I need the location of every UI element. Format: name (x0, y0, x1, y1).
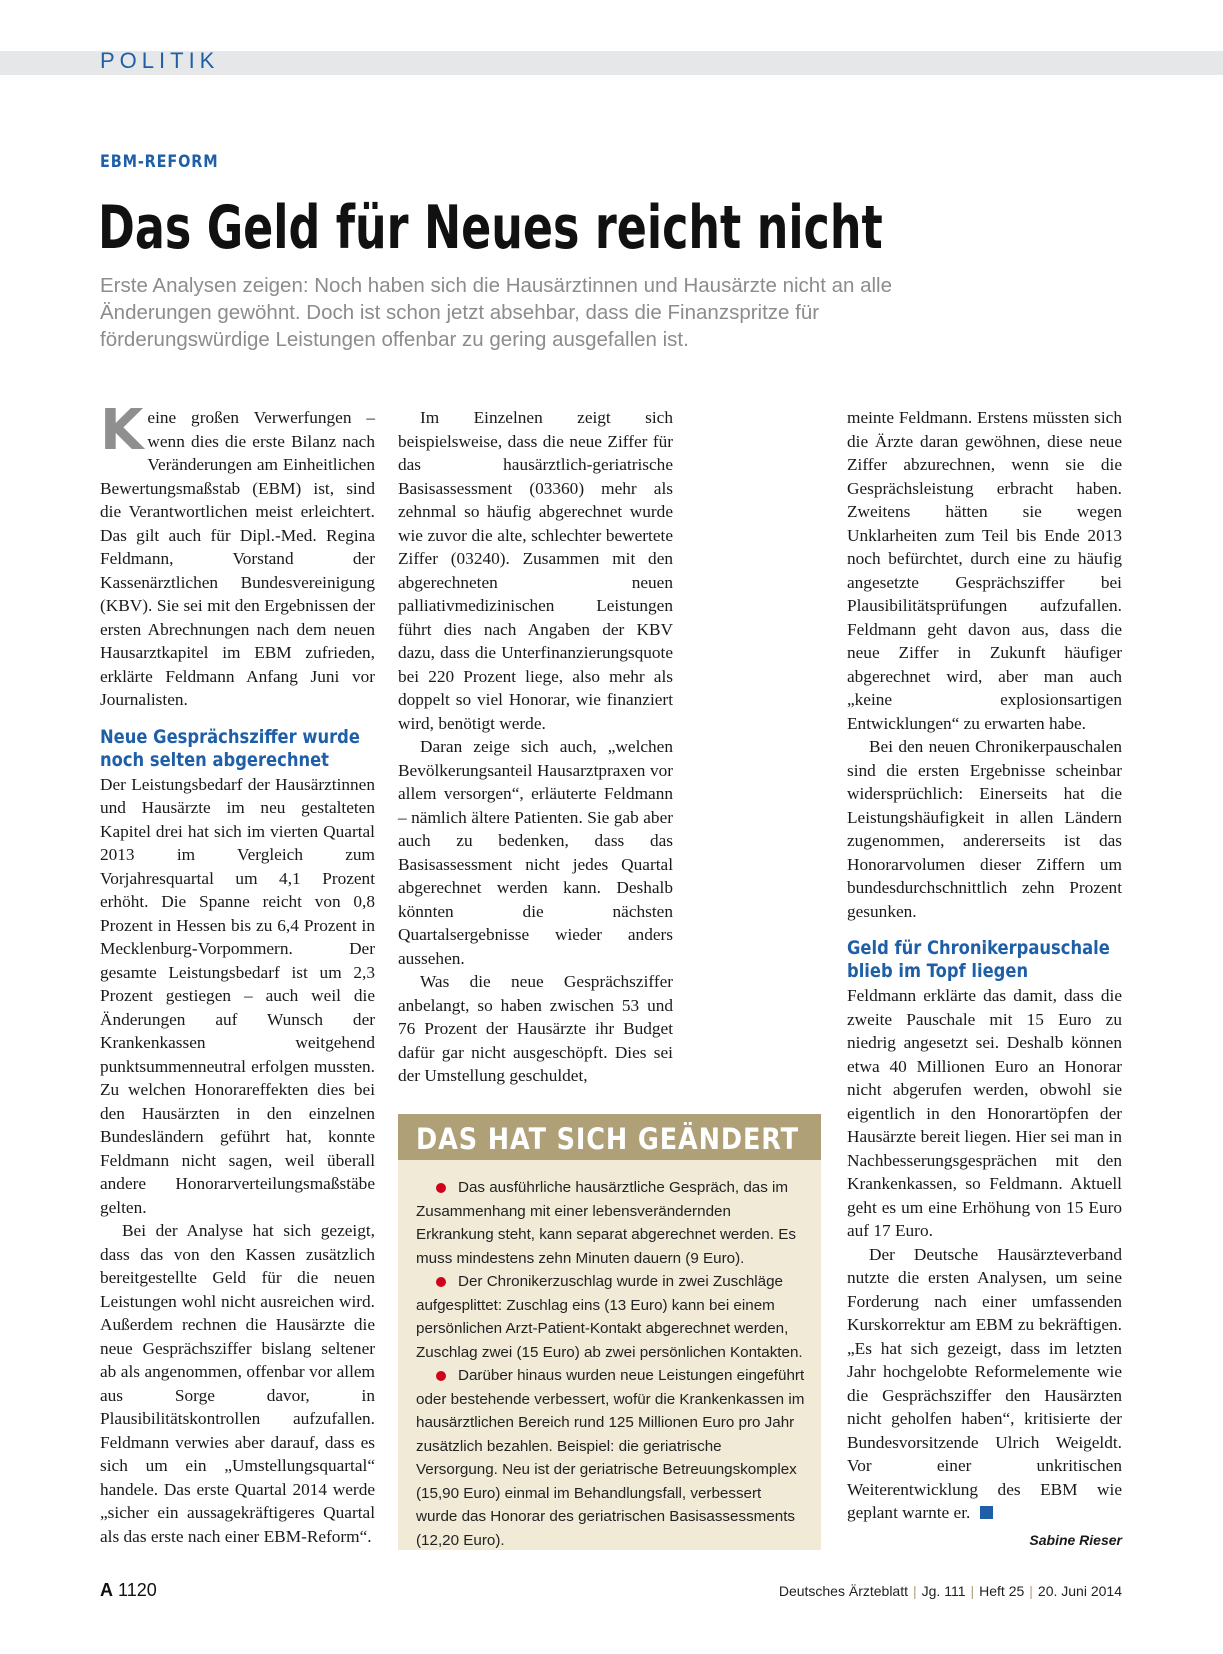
page-number-value: 1120 (118, 1580, 157, 1600)
info-box-title: DAS HAT SICH GEÄNDERT (416, 1122, 799, 1156)
article-kicker: EBM-REFORM (100, 152, 219, 172)
journal-name: Deutsches Ärzteblatt (778, 1583, 908, 1599)
bullet-icon (436, 1277, 446, 1287)
subheading: Neue Gesprächsziffer wurde noch selten abgerechnet (100, 725, 360, 771)
footer-separator: | (1029, 1583, 1033, 1599)
journal-issue: Heft 25 (979, 1583, 1025, 1599)
bullet-icon (436, 1183, 446, 1193)
end-mark-icon (980, 1506, 993, 1519)
list-item (416, 1270, 805, 1364)
list-item-text: Der Chronikerzuschlag wurde in zwei Zuschläge aufgesplittet: Zuschlag eins (13 Euro) kann bei einem persönlichen Arzt-Patient-Kontakt abgerechnet werden, Zuschlag zwei (15 Euro) ab zwei persönlichen Kontakten. (416, 1273, 803, 1361)
journal-footer (779, 1583, 1122, 1599)
section-label: POLITIK (100, 48, 220, 73)
paragraph-text: eine großen Verwerfungen – wenn dies die erste Bilanz nach Veränderungen am Einheitlichen Bewertungsmaßstab (EBM) ist, sind die Verantwortlichen meist erleichtert. Das gilt auch für Dipl.-Med. Regina Feldmann, Vorstand der Kassenärztlichen Bundesvereinigung (KBV). Sie sei mit den Ergebnissen der ersten Abrechnungen nach dem neuen Hausarztkapitel im EBM zufrieden, erklärte Feldmann Anfang Juni vor Journalisten. (100, 408, 375, 709)
footer-separator: | (970, 1583, 975, 1599)
paragraph: Was die neue Gesprächsziffer anbelangt, so haben zwischen 53 und 76 Prozent der Hausärzte ihr Budget dafür gar nicht ausgeschöpft. Dies sei der Umstellung geschuldet, (398, 972, 673, 1085)
paragraph: Feldmann erklärte das damit, dass die zweite Pauschale mit 15 Euro zu niedrig angesetzt sei. Deshalb können etwa 40 Millionen Euro an Honorar nicht abgerufen werden, obwohl sie eigentlich in den Honorartöpfen der Hausärzte bereit liegen. Hier sei man in Nachbesserungsgesprächen mit den Krankenkassen, so Feldmann. Aktuell geht es um eine Erhöhung von 15 Euro auf 17 Euro. (847, 986, 1122, 1240)
article-lead: Erste Analysen zeigen: Noch haben sich die Hausärztinnen und Hausärzte nicht an alle Änderungen gewöhnt. Doch ist schon jetzt absehbar, dass die Finanzspritze für förderungswürdige Leistungen offenbar zu gering ausgefallen ist. (100, 274, 893, 351)
text-column-2 (398, 406, 673, 1088)
list-item-text: Das ausführliche hausärztliche Gespräch, das im Zusammenhang mit einer lebensverändernden Erkrankung steht, kann separat abgerechnet werden. Es muss mindestens zehn Minuten dauern (9 Euro). (416, 1179, 796, 1267)
journal-volume: Jg. 111 (921, 1583, 966, 1599)
bullet-icon (436, 1371, 446, 1381)
paragraph: meinte Feldmann. Erstens müssten sich die Ärzte daran gewöhnen, diese neue Ziffer abzurechnen, wenn sie die Gesprächsleistung erbracht haben. Zweitens hätten sie wegen Unklarheiten zum Teil bis Ende 2013 noch befürchtet, durch eine zu häufig angesetzte Gesprächsziffer bei Plausibilitätsprüfungen aufzufallen. Feldmann geht davon aus, dass die neue Ziffer in Zukunft häufiger abgerechnet wird, aber man auch „keine explosionsartigen Entwicklungen“ zu erwarten habe. (847, 408, 1122, 733)
paragraph (100, 398, 375, 712)
info-box-header (398, 1114, 821, 1160)
page-prefix: A (100, 1580, 113, 1600)
paragraph: Im Einzelnen zeigt sich beispielsweise, dass die neue Ziffer für das hausärztlich-geriatrische Basisassessment (03360) mehr als zehnmal so häufig abgerechnet wurde wie zuvor die alte, schlechter bewertete Ziffer (03240). Zusammen mit den abgerechneten neuen palliativmedizinischen Leistungen führt dies nach Angaben der KBV dazu, dass die Unterfinanzierungsquote bei 220 Prozent liege, also mehr als doppelt so viel Honorar, wie finanziert wird, benötigt werde. (398, 408, 673, 733)
list-item (416, 1176, 805, 1270)
paragraph: Bei den neuen Chronikerpauschalen sind die ersten Ergebnisse scheinbar widersprüchlich: Einerseits hat die Leistungshäufigkeit in allen Ländern zugenommen, andererseits ist das Honorarvolumen dieser Ziffern um bundesdurchschnittlich zehn Prozent gesunken. (847, 737, 1122, 921)
list-item (416, 1364, 805, 1552)
paragraph: Bei der Analyse hat sich gezeigt, dass das von den Kassen zusätzlich bereitgestellte Geld für die neuen Leistungen wohl nicht ausreichen wird. Außerdem rechnen die Hausärzte die neue Gesprächsziffer bislang seltener ab als angenommen, offenbar vor allem aus Sorge davor, in Plausibilitätskontrollen aufzufallen. Feldmann verwies aber darauf, dass es sich um ein „Umstellungsquartal“ handele. Das erste Quartal 2014 werde „sicher ein aussagekräftigeres Quartal als das erste nach einer EBM-Reform“. (100, 1221, 375, 1546)
text-column-3 (847, 406, 1122, 1525)
author-name: Sabine Rieser (1029, 1532, 1122, 1548)
page-number (100, 1580, 157, 1601)
info-box-list (398, 1160, 821, 1552)
article-headline: Das Geld für Neues reicht nicht (98, 193, 883, 263)
paragraph-text: Der Deutsche Hausärzteverband nutzte die ersten Analysen, um seine Forderung nach einer umfassenden Kurskorrektur am EBM zu bekräftigen. „Es hat sich gezeigt, dass im letzten Jahr hochgelobte Reformelemente wie die Gesprächsziffer den Hausärzten nicht geholfen haben“, kritisierte der Bundesvorsitzende Ulrich Weigeldt. Vor einer unkritischen Weiterentwicklung des EBM wie geplant warnte er. (847, 1244, 1122, 1522)
footer-separator: | (913, 1583, 917, 1599)
info-box (398, 1114, 821, 1550)
journal-date: 20. Juni 2014 (1037, 1583, 1122, 1599)
paragraph: Daran zeige sich auch, „welchen Bevölkerungsanteil Hausarztpraxen vor allem versorgen“, erläuterte Feldmann – nämlich ältere Patienten. Sie gab aber auch zu bedenken, dass das Basisassessment nicht jedes Quartal abgerechnet werden kann. Deshalb könnten die nächsten Quartalsergebnisse wieder anders aussehen. (398, 737, 673, 968)
subheading: Geld für Chronikerpauschale blieb im Topf liegen (847, 937, 1110, 982)
drop-cap: K (100, 398, 144, 463)
paragraph: Der Leistungsbedarf der Hausärztinnen und Hausärzte im neu gestalteten Kapitel drei hat sich im vierten Quartal 2013 im Vergleich zum Vorjahresquartal um 4,1 Prozent erhöht. Die Spanne reicht von 0,8 Prozent in Hessen bis zu 6,4 Prozent in Mecklenburg-Vorpommern. Der gesamte Leistungsbedarf ist um 2,3 Prozent gestiegen – auch weil die Änderungen auf Wunsch der Krankenkassen weitgehend punktsummenneutral erfolgen mussten. Zu welchen Honorareffekten dies bei den Hausärzten in den einzelnen Bundesländern geführt hat, konnte Feldmann nicht sagen, weil überall andere Honorarverteilungsmaßstäbe gelten. (100, 774, 375, 1217)
list-item-text: Darüber hinaus wurden neue Leistungen eingeführt oder bestehende verbessert, wofür die Krankenkassen im hausärztlichen Bereich rund 125 Millionen Euro pro Jahr zusätzlich bezahlen. Beispiel: die geriatrische Versorgung. Neu ist der geriatrische Betreuungskomplex (15,90 Euro) einmal im Behandlungsfall, verbessert wurde das Honorar des geriatrischen Basisassessments (12,20 Euro). (416, 1367, 805, 1549)
text-column-1 (100, 398, 375, 1548)
paragraph (847, 1243, 1122, 1525)
